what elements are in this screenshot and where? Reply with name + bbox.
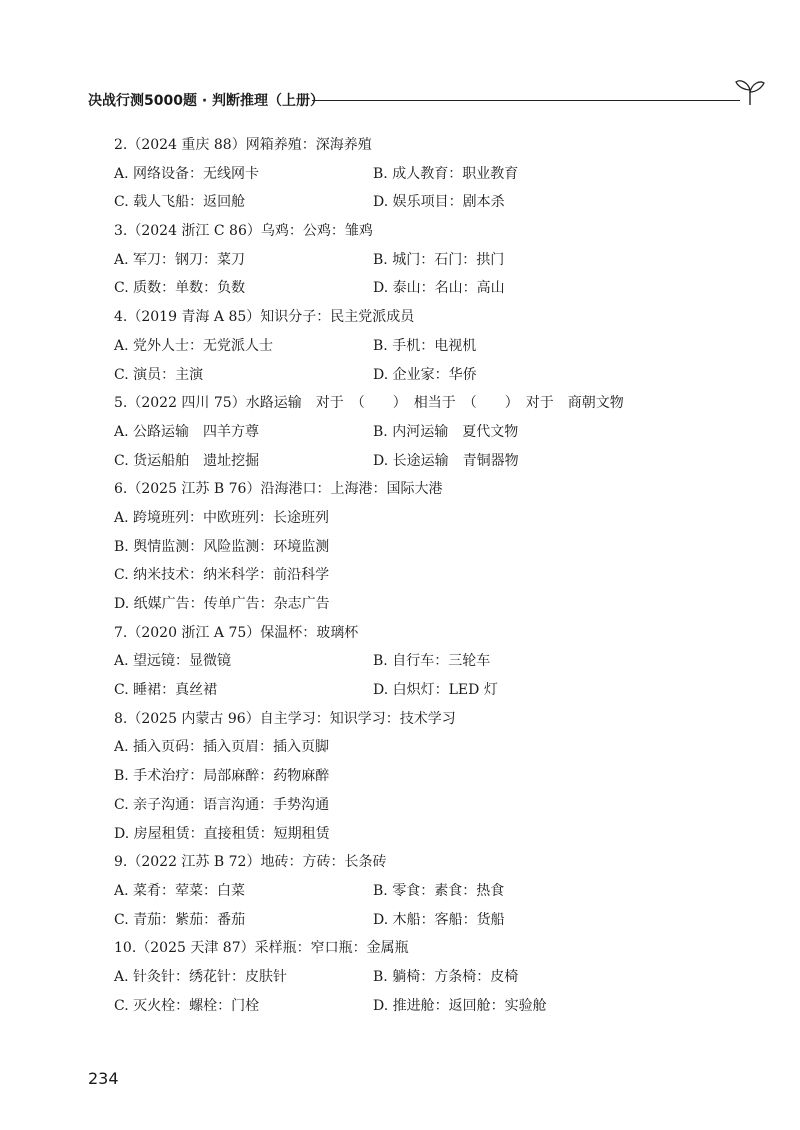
option-b: B. 零食：素食：热食: [373, 882, 505, 899]
option-row: [114, 160, 714, 189]
option-d: D. 企业家：华侨: [373, 366, 477, 383]
option-c: C. 青茄：紫茄：番茄: [114, 911, 246, 928]
option-d: D. 推进舱：返回舱：实验舱: [373, 997, 547, 1014]
option-a: A. 党外人士：无党派人士: [114, 337, 274, 354]
option-c: C. 货运船舶 遗址挖掘: [114, 452, 260, 469]
option-row: [114, 647, 714, 676]
option-c: C. 亲子沟通：语言沟通：手势沟通: [114, 796, 330, 813]
option-a: A. 公路运输 四羊方尊: [114, 423, 260, 440]
option-row: [114, 332, 714, 361]
option-b: B. 自行车：三轮车: [373, 653, 491, 670]
option-d: D. 白炽灯：LED 灯: [373, 682, 498, 699]
question-stem: 7.（2020 浙江 A 75）保温杯：玻璃杯: [114, 624, 359, 641]
page-number: 234: [88, 1069, 119, 1088]
option-c: C. 质数：单数：负数: [114, 280, 246, 297]
option-a: A. 跨境班列：中欧班列：长途班列: [114, 509, 330, 526]
option-row: [114, 676, 714, 705]
option-d: D. 泰山：名山：高山: [373, 280, 505, 297]
question-stem: 10.（2025 天津 87）采样瓶：窄口瓶：金属瓶: [114, 940, 409, 957]
option-b: B. 躺椅：方条椅：皮椅: [373, 968, 519, 985]
option-d: D. 长途运输 青铜器物: [373, 452, 519, 469]
option-row: [114, 963, 714, 992]
option-row: [114, 906, 714, 935]
option-c: C. 演员：主演: [114, 366, 204, 383]
option-c: C. 睡裙：真丝裙: [114, 682, 218, 699]
option-row: [114, 274, 714, 303]
question-stem: 6.（2025 江苏 B 76）沿海港口：上海港：国际大港: [114, 481, 443, 498]
option-b: B. 成人教育：职业教育: [373, 165, 519, 182]
option-a: A. 网络设备：无线网卡: [114, 165, 260, 182]
question-stem: 2.（2024 重庆 88）网箱养殖：深海养殖: [114, 137, 372, 153]
option-c: C. 载人飞船：返回舱: [114, 194, 246, 211]
option-row: [114, 992, 714, 1021]
option-row: [114, 877, 714, 906]
question-stem: 9.（2022 江苏 B 72）地砖：方砖：长条砖: [114, 854, 387, 871]
option-d: D. 木船：客船：货船: [373, 911, 505, 928]
option-row: [114, 246, 714, 275]
option-b: B. 手术治疗：局部麻醉：药物麻醉: [114, 768, 330, 785]
question-stem: 4.（2019 青海 A 85）知识分子：民主党派成员: [114, 309, 415, 326]
question-stem: 5.（2022 四川 75）水路运输 对于 （ ） 相当于 （ ） 对于 商朝文物: [114, 395, 624, 412]
question-stem: 8.（2025 内蒙古 96）自主学习：知识学习：技术学习: [114, 710, 456, 727]
option-d: D. 房屋租赁：直接租赁：短期租赁: [114, 825, 330, 842]
book-title: 决战行测5000题 · 判断推理（上册）: [88, 93, 325, 109]
option-c: C. 纳米技术：纳米科学：前沿科学: [114, 567, 330, 584]
option-a: A. 望远镜：显微镜: [114, 653, 232, 670]
question-stem: 3.（2024 浙江 C 86）乌鸡：公鸡：雏鸡: [114, 223, 373, 240]
question-list: [114, 131, 714, 1020]
option-b: B. 内河运输 夏代文物: [373, 423, 519, 440]
option-a: A. 军刀：钢刀：菜刀: [114, 251, 246, 268]
option-a: A. 菜肴：荤菜：白菜: [114, 882, 246, 899]
option-b: B. 手机：电视机: [373, 337, 477, 354]
option-b: B. 城门：石门：拱门: [373, 251, 505, 268]
sprout-icon: [734, 76, 766, 106]
option-c: C. 灭火栓：螺栓：门栓: [114, 997, 260, 1014]
option-a: A. 针灸针：绣花针：皮肤针: [114, 968, 288, 985]
option-d: D. 纸媒广告：传单广告：杂志广告: [114, 596, 330, 612]
option-a: A. 插入页码：插入页眉：插入页脚: [114, 739, 330, 756]
option-row: [114, 418, 714, 447]
running-header: [88, 84, 688, 114]
option-row: [114, 188, 714, 217]
option-d: D. 娱乐项目：剧本杀: [373, 194, 505, 211]
option-row: [114, 361, 714, 390]
option-b: B. 舆情监测：风险监测：环境监测: [114, 538, 330, 555]
option-row: [114, 447, 714, 476]
header-rule: [312, 100, 740, 101]
